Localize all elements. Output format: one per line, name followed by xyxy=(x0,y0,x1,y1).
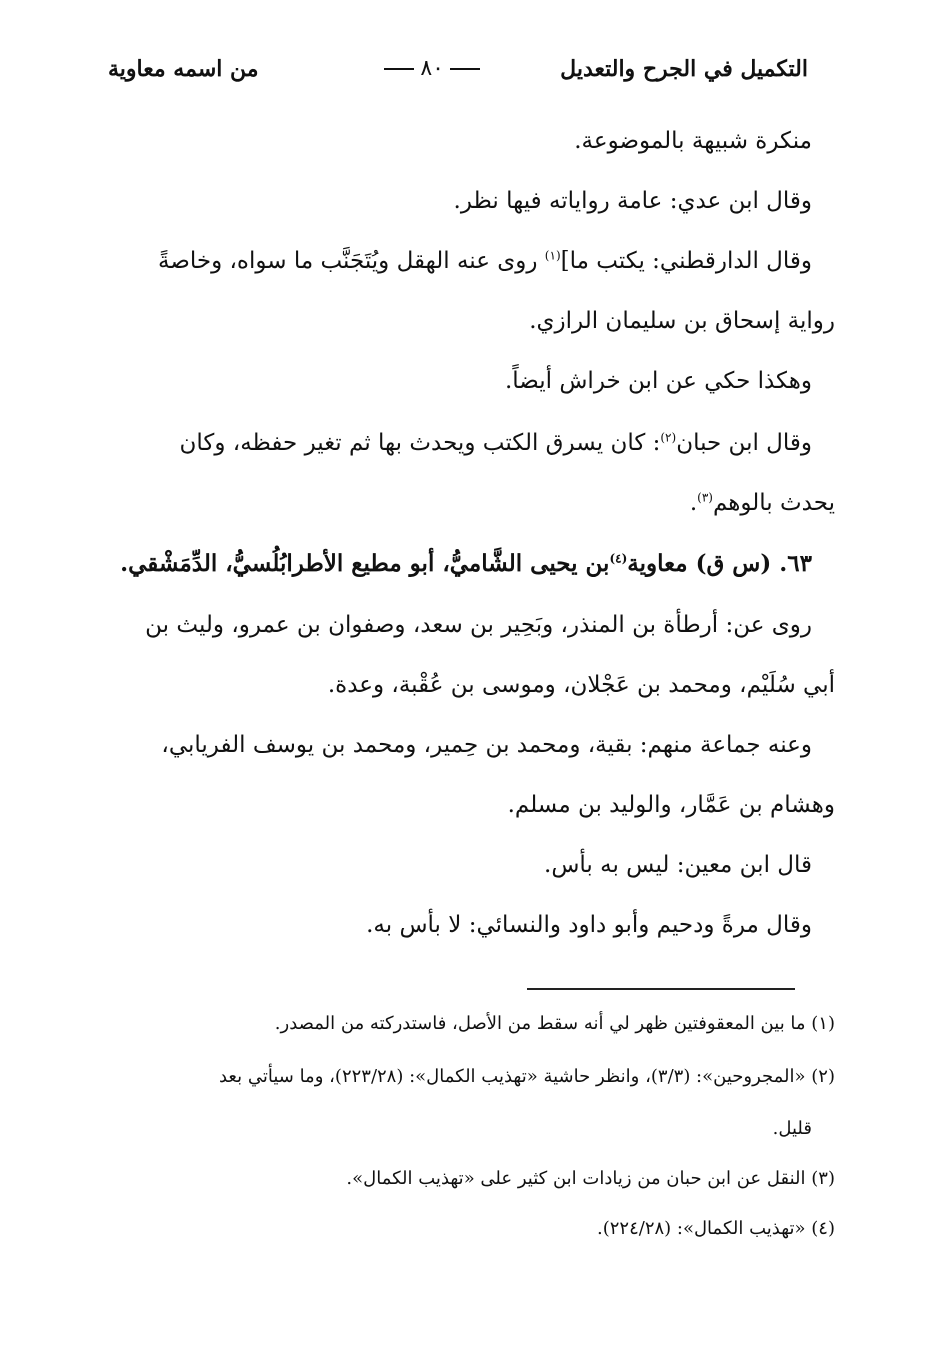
footnote: قليل. xyxy=(772,1118,812,1139)
text-line: وعنه جماعة منهم: بقية، ومحمد بن حِمير، ومحمد بن يوسف الفريابي، xyxy=(161,732,812,758)
text-line: روى عن: أرطأة بن المنذر، وبَحِير بن سعد، وصفوان بن عمرو، وليث بن xyxy=(145,612,812,638)
footnote-separator xyxy=(527,988,795,990)
header-dash xyxy=(384,68,414,70)
text-line: رواية إسحاق بن سليمان الرازي. xyxy=(529,308,835,334)
footnote-ref: (٤) xyxy=(609,551,628,566)
text-line: وقال الدارقطني: يكتب ما]$^{(١)}$ روى عنه الهقل ويُتَجَنَّب ما سواه، وخاصةً xyxy=(157,248,812,274)
text-line: منكرة شبيهة بالموضوعة. xyxy=(574,128,812,154)
book-title: التكميل في الجرح والتعديل xyxy=(560,56,808,82)
footnote: (٣) النقل عن ابن حبان من زيادات ابن كثير على «تهذيب الكمال». xyxy=(346,1168,835,1189)
page-number: ٨٠ xyxy=(378,56,486,81)
running-header xyxy=(108,52,808,92)
chapter-title: من اسمه معاوية xyxy=(108,56,259,82)
text-line: وقال ابن عدي: عامة رواياته فيها نظر. xyxy=(453,188,812,214)
text-line: وهكذا حكي عن ابن خراش أيضاً. xyxy=(504,368,812,394)
text-line: أبي سُلَيْم، ومحمد بن عَجْلان، وموسى بن عُقْبة، وعدة. xyxy=(327,672,835,698)
footnote: (٢) «المجروحين»: (٣/٣)، وانظر حاشية «تهذيب الكمال»: (٢٢٣/٢٨)، وما سيأتي بعد xyxy=(218,1066,835,1087)
text-line: قال ابن معين: ليس به بأس. xyxy=(544,852,812,878)
entry-heading: ٦٣. (س ق) معاوية$^{(٤)}$بن يحيى الشَّاميُّ، أبو مطيع الأطرابُلُسيُّ، الدِّمَشْقي. xyxy=(120,550,812,577)
text-line: وقال ابن حبان$^{(٢)}$: كان يسرق الكتب ويحدث بها ثم تغير حفظه، وكان xyxy=(179,430,812,456)
text-line: يحدث بالوهم$^{(٣)}$. xyxy=(689,490,835,516)
footnote-ref: (١) xyxy=(544,248,561,263)
header-dash xyxy=(450,68,480,70)
footnote-ref: (٢) xyxy=(660,430,677,445)
text-line: وقال مرةً ودحيم وأبو داود والنسائي: لا بأس به. xyxy=(366,912,812,938)
text-line: وهشام بن عَمَّار، والوليد بن مسلم. xyxy=(507,792,835,818)
footnote: (١) ما بين المعقوفتين ظهر لي أنه سقط من الأصل، فاستدركته من المصدر. xyxy=(274,1013,835,1034)
footnote-ref: (٣) xyxy=(697,490,713,505)
footnote: (٤) «تهذيب الكمال»: (٢٢٤/٢٨). xyxy=(597,1218,835,1239)
